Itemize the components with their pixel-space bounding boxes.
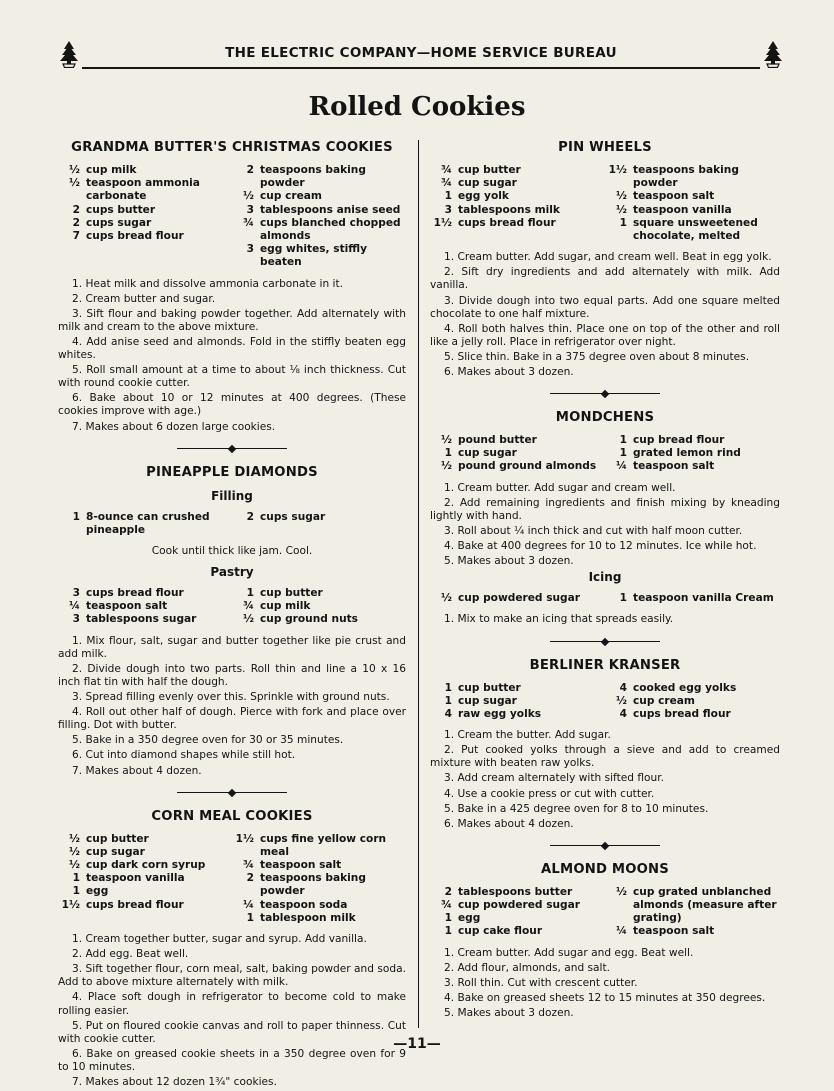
ingredient-item [605,682,780,695]
ingredient-quantity: 2 [72,203,80,216]
ingredient-quantity: ¼ [616,460,627,473]
ingredient-name: teaspoon salt [86,600,168,613]
ingredient-name: cups bread flour [458,216,556,229]
ingredient-item [232,217,406,243]
recipe-separator [550,845,660,846]
ingredient-name: tablespoons milk [458,203,560,216]
ingredient-quantity: 4 [444,707,452,720]
ingredient-quantity: ¼ [616,925,627,938]
ingredient-column [232,833,406,925]
ingredient-list [58,833,406,925]
recipe-title: ALMOND MOONS [541,861,669,877]
ingredient-column [430,434,605,474]
ingredient-name: teaspoon vanilla Cream [633,592,774,605]
instruction-step: 1. Cream butter. Add sugar and cream well. [444,481,676,494]
ingredient-item [58,177,232,203]
ingredient-name: cup cake flour [458,925,543,938]
ingredient-quantity: ¾ [441,177,452,190]
instruction-step: 4. Use a cookie press or cut with cutter. [444,787,655,800]
ingredient-quantity: 1½ [433,216,452,229]
ingredient-name: cups bread flour [86,587,184,600]
recipe [430,862,780,1020]
ingredient-column [58,511,232,537]
recipe [430,410,780,626]
ingredient-name: cups blanched chopped almonds [260,216,401,243]
ingredient-name: egg yolk [458,190,509,203]
recipe-separator [550,393,660,394]
ingredient-name: tablespoons anise seed [260,203,401,216]
ingredient-quantity: 3 [246,243,254,256]
ingredient-quantity: ½ [441,592,452,605]
ingredient-column [232,164,406,270]
recipe-title: GRANDMA BUTTER'S CHRISTMAS COOKIES [71,140,393,155]
instruction-step: 2. Add egg. Beat well. [72,948,189,961]
ingredient-item [605,434,780,447]
ingredient-item [605,190,780,203]
ingredient-quantity: 1 [444,925,452,938]
ingredient-quantity: ½ [616,203,627,216]
instruction-steps [58,933,406,1089]
ingredient-name: cup grated unblanched almonds (measure after grating) [633,885,777,925]
instruction-steps [430,947,780,1020]
ingredient-item [430,217,605,230]
ingredient-quantity: 2 [246,164,254,176]
instruction-step: 4. Roll out other half of dough. Pierce with fork and place over filling. Dot with butter. [58,706,406,732]
instruction-step: 1. Cream butter. Add sugar and egg. Beat well. [444,946,694,959]
ingredient-quantity: 1 [619,434,627,447]
ingredient-item [232,872,406,898]
ingredient-list [58,587,406,627]
ingredient-name: teaspoons baking powder [633,164,739,190]
ingredient-item [58,587,232,600]
ingredient-quantity: 1 [619,216,627,229]
ingredient-item [58,600,232,613]
ingredient-quantity: 1½ [608,164,627,176]
recipe [58,465,406,778]
ingredient-quantity: ½ [616,694,627,707]
instruction-step: 6. Makes about 3 dozen. [444,365,574,378]
ingredient-quantity: 1½ [235,832,254,845]
ingredient-item [430,708,605,721]
ingredient-column [58,587,232,627]
ingredient-name: cup butter [86,832,149,845]
page-title: Rolled Cookies [308,92,526,122]
ingredient-quantity: ¾ [243,600,254,613]
ingredient-item [58,217,232,230]
instruction-step: 2. Add remaining ingredients and finish mixing by kneading lightly with hand. [430,496,780,522]
page-number: —11— [393,1036,441,1052]
instruction-step: 5. Put on floured cookie canvas and roll to paper thinness. Cut with cookie cutter. [58,1019,406,1045]
ingredient-column [430,682,605,722]
ingredient-quantity: ¾ [243,859,254,872]
section-subtitle: Filling [211,488,253,503]
ingredient-item [605,217,780,243]
ingredient-quantity: 2 [246,510,254,523]
recipe-title: CORN MEAL COOKIES [151,808,313,824]
ingredient-quantity: 1 [444,694,452,707]
ingredient-quantity: 3 [72,613,80,626]
ingredient-column [605,886,780,939]
instruction-step: 5. Makes about 3 dozen. [444,1006,574,1019]
ingredient-item [430,447,605,460]
instruction-step: 1. Cream butter. Add sugar, and cream well. Beat in egg yolk. [444,251,772,264]
ingredient-column [232,511,406,537]
ingredient-name: cup ground nuts [260,613,358,626]
ingredient-quantity: 3 [246,203,254,216]
ingredient-name: cup butter [458,164,521,176]
ingredient-name: cup bread flour [633,434,725,447]
instruction-step: 5. Makes about 3 dozen. [444,555,574,568]
ingredient-name: cup cream [260,190,322,203]
ingredient-name: teaspoon vanilla [86,872,185,885]
recipe [58,140,406,434]
ingredient-quantity: 1 [72,510,80,523]
ingredient-quantity: 1 [246,911,254,924]
ingredient-item [605,164,780,190]
ingredient-list [58,164,406,270]
ingredient-list [430,434,780,474]
ingredient-quantity: 2 [246,872,254,885]
recipe [430,140,780,379]
ingredient-name: cooked egg yolks [633,681,737,694]
ingredient-item [232,587,406,600]
ingredient-name: cup sugar [458,447,517,460]
right-column [430,140,780,1022]
ingredient-name: square unsweetened chocolate, melted [633,216,758,243]
ingredient-item [58,230,232,243]
ingredient-column [232,587,406,627]
ingredient-quantity: ½ [69,832,80,845]
ingredient-name: teaspoon salt [260,859,342,872]
left-column [58,140,406,1091]
ingredient-name: cup powdered sugar [458,899,580,911]
ingredient-quantity: 1 [444,190,452,203]
ingredient-quantity: ¼ [69,600,80,613]
ingredient-name: pound ground almonds [458,460,597,473]
ingredient-quantity: 1 [444,681,452,694]
ingredient-column [430,592,605,605]
ingredient-item [232,912,406,925]
ingredient-item [430,460,605,473]
instruction-step: 6. Cut into diamond shapes while still hot. [72,749,296,762]
ingredient-name: egg [458,912,481,925]
instruction-step: 3. Divide dough into two equal parts. Add one square melted chocolate to one half mixture. [430,294,780,320]
section-subtitle: Icing [588,570,622,585]
ingredient-list [430,886,780,939]
ingredient-item [430,695,605,708]
ingredient-name: tablespoon milk [260,911,356,924]
instruction-steps [430,729,780,831]
ingredient-name: cup powdered sugar [458,592,580,605]
ingredient-quantity: 1 [444,447,452,460]
ingredient-name: cup milk [86,164,137,176]
recipe [430,658,780,831]
ingredient-quantity: 7 [72,230,80,243]
instruction-step: 7. Makes about 12 dozen 1¾" cookies. [72,1075,277,1088]
recipe-title: PINEAPPLE DIAMONDS [146,464,318,480]
ingredient-name: teaspoon soda [260,898,348,911]
ingredient-name: cups fine yellow corn meal [260,832,387,858]
instruction-step: 1. Mix flour, salt, sugar and butter together like pie crust and add milk. [58,634,406,660]
instruction-step: 6. Bake about 10 or 12 minutes at 400 degrees. (These cookies improve with age.) [58,392,406,418]
instruction-step: 4. Bake at 400 degrees for 10 to 12 minutes. Ice while hot. [444,540,757,553]
instruction-step: 6. Bake on greased cookie sheets in a 350 degree oven for 9 to 10 minutes. [58,1047,406,1073]
recipe-separator [177,448,287,449]
ingredient-item [430,190,605,203]
ingredient-name: cup sugar [458,694,517,707]
ingredient-quantity: ½ [616,885,627,898]
instruction-step: 7. Makes about 4 dozen. [72,764,202,777]
section-subtitle: Pastry [210,565,254,580]
ingredient-name: cups sugar [86,216,152,229]
ingredient-name: teaspoon salt [633,925,715,938]
ingredient-quantity: 1½ [61,898,80,911]
instruction-step: 5. Bake in a 350 degree oven for 30 or 35 minutes. [72,734,344,747]
ingredient-item [58,164,232,177]
instruction-step: 2. Cream butter and sugar. [72,292,216,305]
ingredient-quantity: ¾ [243,216,254,229]
ingredient-item [58,204,232,217]
ingredient-name: pound butter [458,434,537,447]
christmas-tree-icon [762,40,784,68]
ingredient-item [430,886,605,899]
ingredient-name: cup cream [633,694,695,707]
instruction-step: 2. Add flour, almonds, and salt. [444,961,611,974]
ingredient-item [605,695,780,708]
ingredient-item [232,190,406,203]
ingredient-name: cup sugar [458,177,517,190]
ingredient-name: cups bread flour [633,707,731,720]
recipe-separator [177,792,287,793]
instruction-step: 1. Mix to make an icing that spreads easily. [444,613,674,626]
ingredient-item [232,243,406,269]
ingredient-item [430,682,605,695]
ingredient-quantity: 1 [72,885,80,898]
ingredient-item [430,164,605,177]
ingredient-name: teaspoon salt [633,190,715,203]
ingredient-item [430,912,605,925]
ingredient-quantity: ½ [441,434,452,447]
instruction-step: 3. Sift together flour, corn meal, salt, baking powder and soda. Add to above mixture alternately with milk. [58,963,406,989]
ingredient-name: egg [86,885,109,898]
ingredient-item [605,886,780,926]
ingredient-name: raw egg yolks [458,707,542,720]
ingredient-name: cup dark corn syrup [86,859,206,872]
ingredient-name: 8-ounce can crushed pineapple [86,510,210,536]
ingredient-name: cups bread flour [86,898,184,911]
instruction-steps [430,482,780,569]
instruction-step: 4. Add anise seed and almonds. Fold in the stiffly beaten egg whites. [58,336,406,362]
ingredient-item [232,511,406,524]
ingredient-column [605,164,780,243]
instruction-step: 5. Slice thin. Bake in a 375 degree oven about 8 minutes. [444,350,750,363]
ingredient-column [58,833,232,925]
ingredient-name: cups bread flour [86,230,184,243]
ingredient-quantity: 3 [72,587,80,600]
ingredient-list [430,592,780,605]
ingredient-item [430,177,605,190]
ingredient-quantity: ½ [69,859,80,872]
ingredient-item [605,708,780,721]
ingredient-quantity: 2 [444,885,452,898]
ingredient-name: cups sugar [260,510,326,523]
ingredient-item [232,164,406,190]
ingredient-name: cups butter [86,203,156,216]
instruction-step: 3. Roll about ¼ inch thick and cut with half moon cutter. [444,524,743,537]
instruction-step: 2. Divide dough into two parts. Roll thin and line a 10 x 16 inch flat tin with half the dough. [58,662,406,688]
ingredient-quantity: ¾ [441,164,452,176]
instruction-step: 1. Cream the butter. Add sugar. [444,729,611,742]
header-rule [82,67,760,69]
instruction-step: 5. Bake in a 425 degree oven for 8 to 10 minutes. [444,802,709,815]
ingredient-column [58,164,232,270]
ingredient-quantity: 1 [444,912,452,925]
ingredient-item [430,925,605,938]
ingredient-quantity: 1 [72,872,80,885]
ingredient-quantity: 4 [619,681,627,694]
ingredient-quantity: 1 [246,587,254,600]
ingredient-name: teaspoon vanilla [633,203,732,216]
ingredient-name: cup butter [458,681,521,694]
ingredient-quantity: 4 [619,707,627,720]
ingredient-quantity: ¾ [441,899,452,911]
ingredient-quantity: ½ [616,190,627,203]
ingredient-item [232,600,406,613]
ingredient-item [605,204,780,217]
instruction-step: 4. Bake on greased sheets 12 to 15 minutes at 350 degrees. [444,991,766,1004]
ingredient-list [430,682,780,722]
ingredient-item [58,859,232,872]
ingredient-name: teaspoon salt [633,460,715,473]
ingredient-name: tablespoons butter [458,885,573,898]
recipe-title: PIN WHEELS [558,140,652,155]
ingredient-item [58,511,232,537]
instruction-step: 5. Roll small amount at a time to about ⅛ inch thickness. Cut with round cookie cutter. [58,364,406,390]
ingredient-name: teaspoon ammonia carbonate [86,177,200,203]
ingredient-item [232,899,406,912]
instruction-steps [430,251,780,379]
ingredient-item [605,925,780,938]
instruction-step: 3. Add cream alternately with sifted flour. [444,772,664,785]
instruction-steps [430,613,780,626]
instruction-step: 4. Roll both halves thin. Place one on top of the other and roll like a jelly roll. Place in refrigerator over night. [430,322,780,348]
ingredient-quantity: ½ [441,460,452,473]
ingredient-item [232,613,406,626]
ingredient-column [605,434,780,474]
ingredient-quantity: 3 [444,203,452,216]
ingredient-item [58,846,232,859]
ingredient-quantity: ½ [243,190,254,203]
ingredient-name: teaspoons baking powder [260,164,366,190]
ingredient-column [605,592,780,605]
instruction-steps [58,278,406,434]
recipe-title: BERLINER KRANSER [529,657,681,673]
instruction-step: 3. Sift flour and baking powder together. Add alternately with milk and cream to the above mixture. [58,307,406,333]
ingredient-item [58,613,232,626]
instruction-step: 3. Roll thin. Cut with crescent cutter. [444,976,638,989]
instruction-step: 2. Put cooked yolks through a sieve and add to creamed mixture with beaten raw yolks. [430,744,780,770]
recipe-separator [550,641,660,642]
instruction-step: 1. Cream together butter, sugar and syrup. Add vanilla. [72,933,367,946]
ingredient-item [430,899,605,912]
ingredient-quantity: ½ [69,177,80,190]
ingredient-name: cup butter [260,587,323,600]
ingredient-item [58,899,232,912]
ingredient-item [58,833,232,846]
ingredient-name: cup sugar [86,845,145,858]
ingredient-item [605,460,780,473]
ingredient-item [58,872,232,885]
ingredient-item [430,434,605,447]
page-header [58,40,784,70]
instruction-step: 7. Makes about 6 dozen large cookies. [72,420,276,433]
ingredient-quantity: 1 [619,447,627,460]
ingredient-column [605,682,780,722]
instruction-step: 6. Makes about 4 dozen. [444,817,574,830]
ingredient-quantity: 1 [619,592,627,605]
recipe-title: MONDCHENS [555,410,655,426]
ingredient-quantity: ½ [69,845,80,858]
ingredient-item [232,859,406,872]
ingredient-name: egg whites, stiffly beaten [260,243,367,269]
ingredient-quantity: 2 [72,216,80,229]
ingredient-item [58,885,232,898]
ingredient-quantity: ½ [69,164,80,176]
instruction-step: 2. Sift dry ingredients and add alternately with milk. Add vanilla. [430,266,780,292]
instruction-step: 1. Heat milk and dissolve ammonia carbonate in it. [72,277,344,290]
ingredient-quantity: ½ [243,613,254,626]
ingredient-item [232,833,406,859]
ingredient-item [605,447,780,460]
instruction-step: 4. Place soft dough in refrigerator to become cold to make rolling easier. [58,991,406,1017]
ingredient-name: grated lemon rind [633,447,741,460]
ingredient-list [430,164,780,243]
ingredient-item [430,592,605,605]
ingredient-item [605,592,780,605]
ingredient-name: cup milk [260,600,311,613]
instruction-note: Cook until thick like jam. Cool. [151,545,313,558]
ingredient-item [430,204,605,217]
instruction-step: 3. Spread filling evenly over this. Sprinkle with ground nuts. [72,691,390,704]
ingredient-name: teaspoons baking powder [260,872,366,898]
ingredient-column [430,886,605,939]
ingredient-column [430,164,605,243]
ingredient-list [58,511,406,537]
instruction-steps [58,635,406,778]
header-title: THE ELECTRIC COMPANY—HOME SERVICE BUREAU [225,45,617,61]
column-divider [418,140,419,1028]
ingredient-name: tablespoons sugar [86,613,197,626]
ingredient-item [232,204,406,217]
ingredient-quantity: ¼ [243,898,254,911]
